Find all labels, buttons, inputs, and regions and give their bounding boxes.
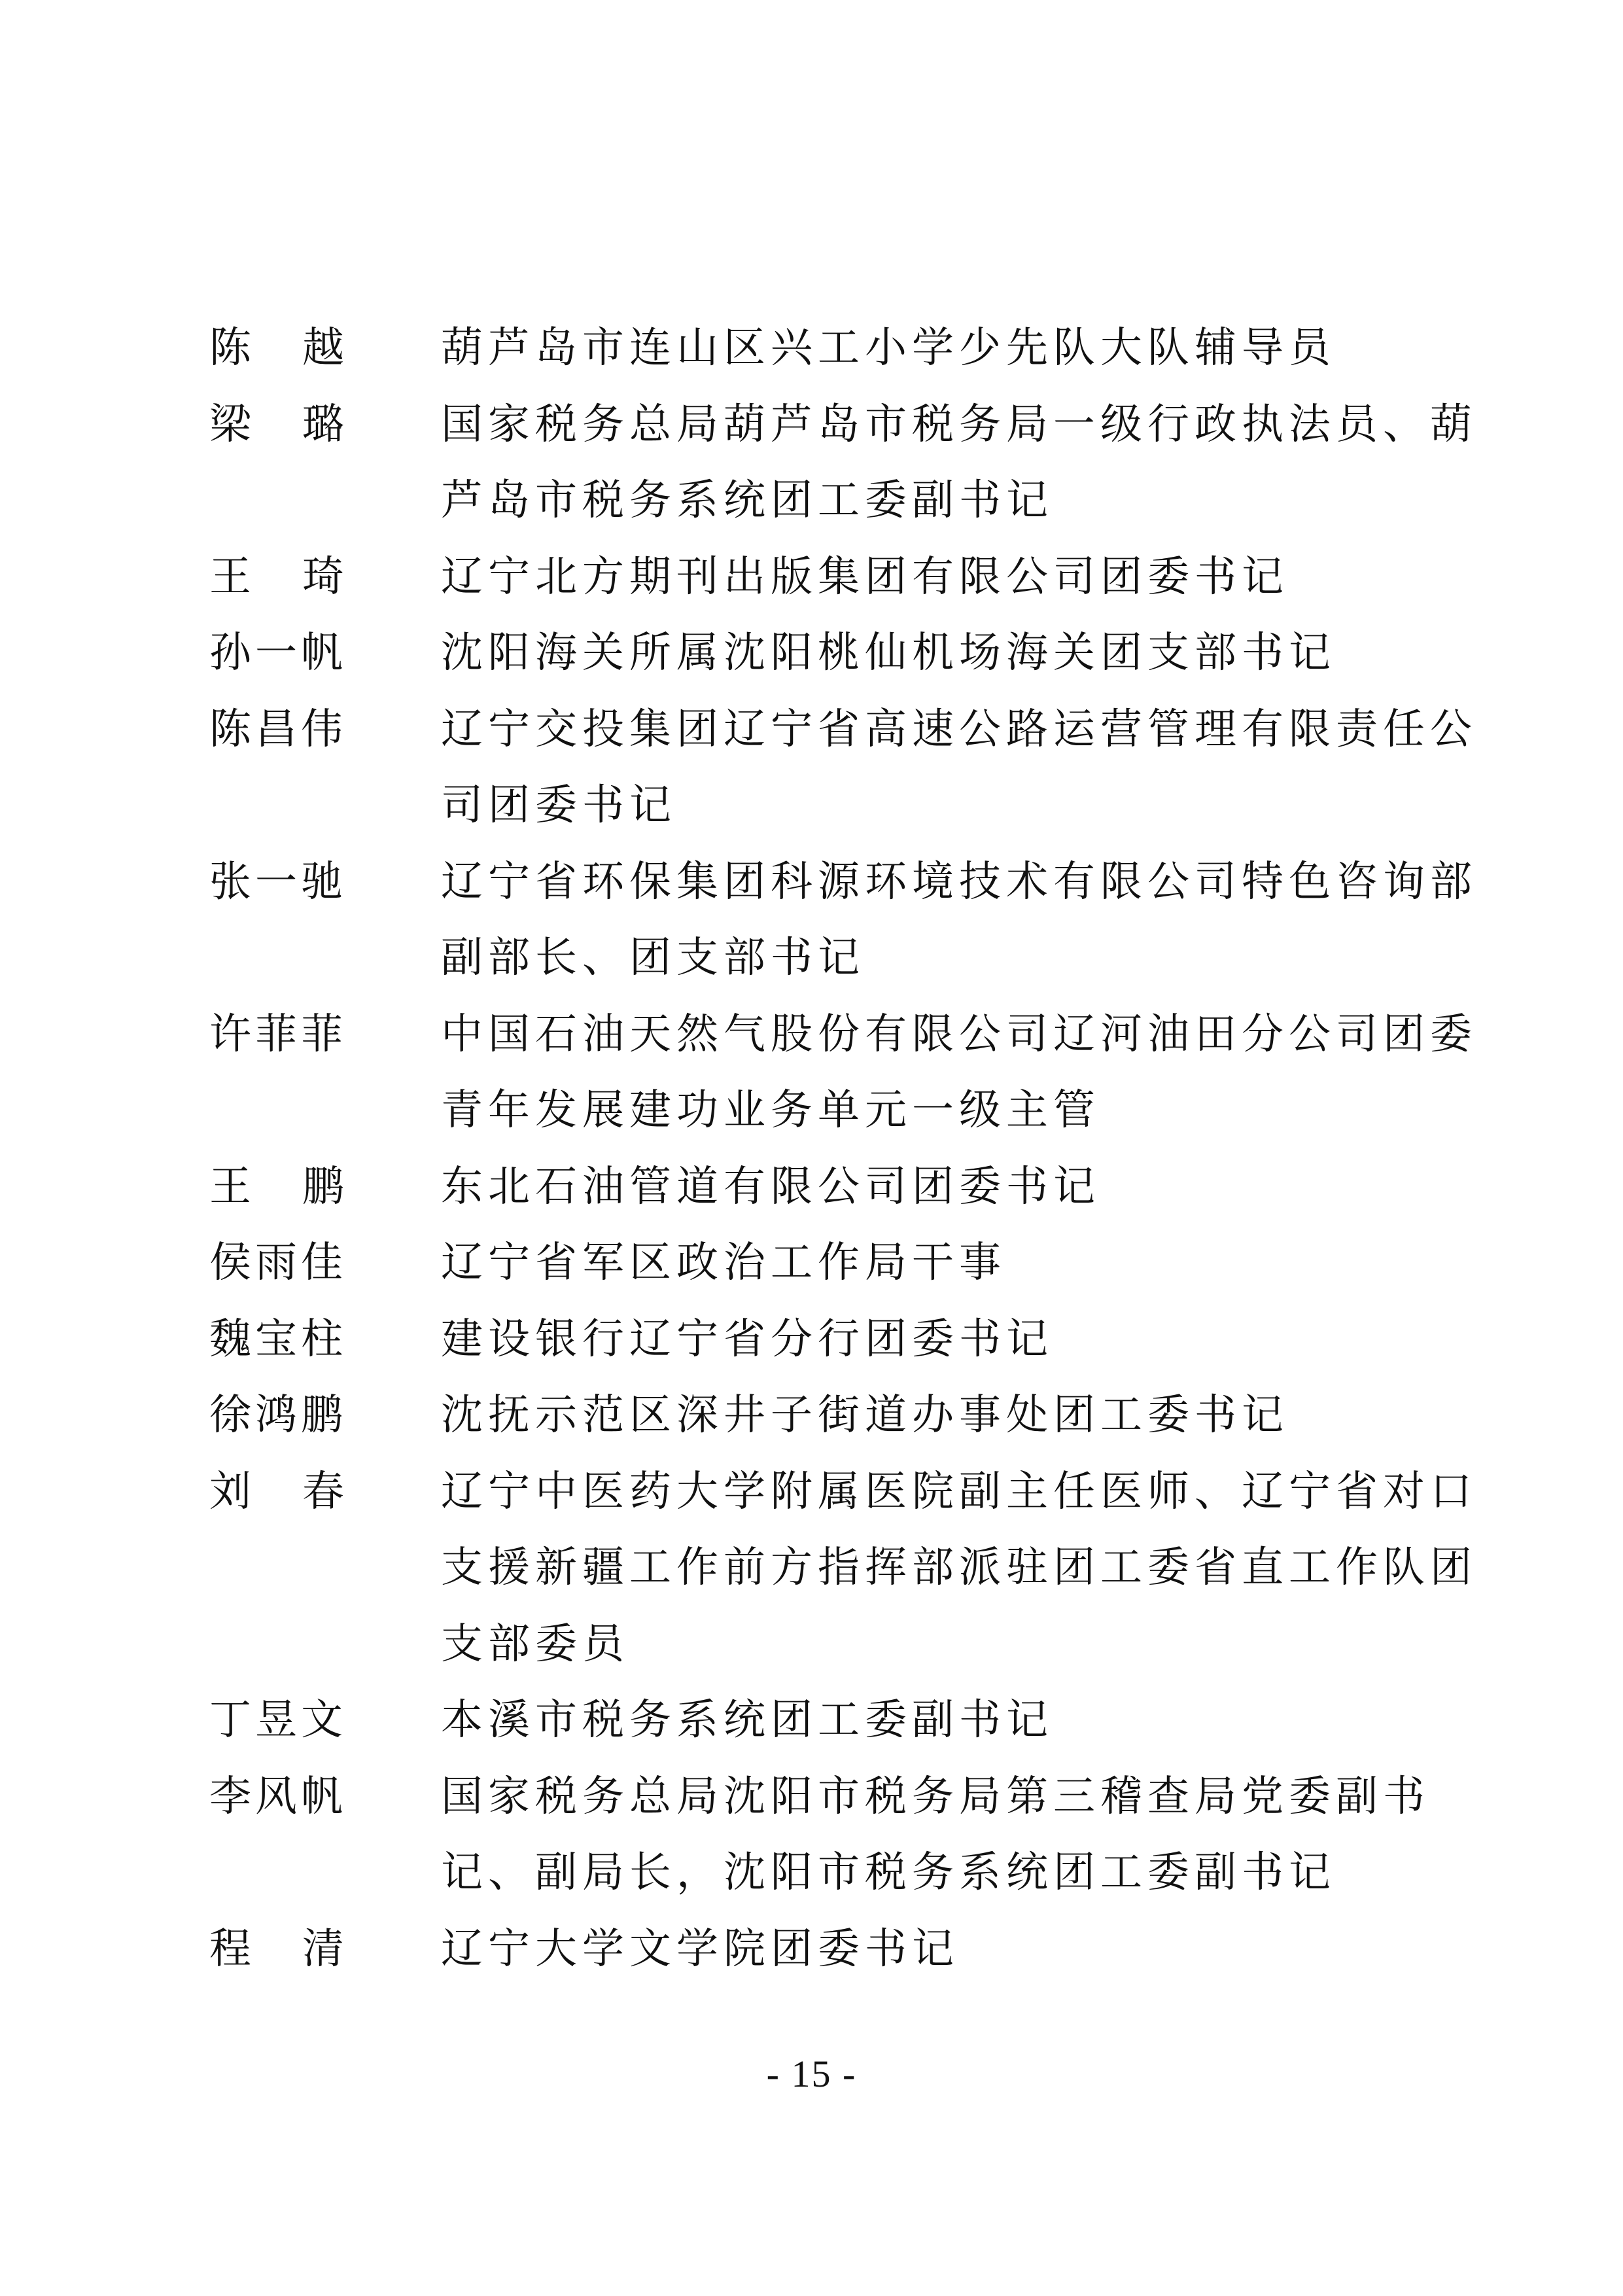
position-description <box>441 1301 1403 1378</box>
list-item <box>209 1377 1452 1454</box>
position-line: 葫芦岛市连山区兴工小学少先队大队辅导员 <box>441 324 1336 372</box>
list-item <box>209 1682 1452 1759</box>
list-item <box>209 1911 1452 1988</box>
position-line: 辽宁省环保集团科源环境技术有限公司特色咨询部 <box>441 857 1477 906</box>
person-name: 孙一帆 <box>209 629 347 677</box>
list-item <box>209 615 1452 692</box>
page-number: - 15 - <box>766 2053 857 2095</box>
position-line: 沈阳海关所属沈阳桃仙机场海关团支部书记 <box>441 629 1336 677</box>
position-line: 辽宁交投集团辽宁省高速公路运营管理有限责任公 <box>441 705 1477 754</box>
position-description <box>441 615 1403 692</box>
position-description <box>441 1149 1403 1226</box>
list-item <box>209 1149 1452 1226</box>
position-line: 芦岛市税务系统团工委副书记 <box>441 476 1053 525</box>
person-name: 张一驰 <box>209 857 347 906</box>
list-item <box>209 387 1477 539</box>
person-name: 徐鸿鹏 <box>209 1391 347 1439</box>
position-description <box>441 1454 1477 1683</box>
position-line: 本溪市税务系统团工委副书记 <box>441 1696 1053 1744</box>
person-name: 陈昌伟 <box>209 705 347 754</box>
person-name: 李风帆 <box>209 1772 347 1821</box>
person-name: 丁昱文 <box>209 1696 347 1744</box>
position-description <box>441 539 1403 616</box>
position-line: 支援新疆工作前方指挥部派驻团工委省直工作队团 <box>441 1544 1477 1592</box>
position-line: 沈抚示范区深井子街道办事处团工委书记 <box>441 1391 1289 1439</box>
list-item <box>209 539 1452 616</box>
position-line: 辽宁北方期刊出版集团有限公司团委书记 <box>441 552 1289 601</box>
list-item <box>209 844 1477 997</box>
position-line: 副部长、团支部书记 <box>441 934 865 982</box>
person-name: 程 清 <box>209 1924 344 1973</box>
list-item <box>209 1301 1452 1378</box>
person-name: 魏宝柱 <box>209 1315 347 1364</box>
name-list <box>209 310 1477 1987</box>
position-description <box>441 1911 1403 1988</box>
list-item <box>209 310 1452 387</box>
person-name: 梁 璐 <box>209 400 344 449</box>
position-line: 司团委书记 <box>441 781 676 830</box>
position-description <box>441 1682 1403 1759</box>
position-description <box>441 844 1477 997</box>
position-line: 国家税务总局沈阳市税务局第三稽查局党委副书 <box>441 1772 1430 1821</box>
person-name: 陈 越 <box>209 324 344 372</box>
position-description <box>441 692 1477 844</box>
position-description <box>441 1759 1430 1911</box>
list-item <box>209 997 1477 1149</box>
position-description <box>441 997 1477 1149</box>
position-line: 辽宁大学文学院团委书记 <box>441 1924 959 1973</box>
person-name: 刘 春 <box>209 1467 344 1516</box>
position-description <box>441 387 1477 539</box>
position-line: 东北石油管道有限公司团委书记 <box>441 1162 1100 1211</box>
position-description <box>441 310 1403 387</box>
position-line: 青年发展建功业务单元一级主管 <box>441 1086 1100 1135</box>
position-line: 辽宁中医药大学附属医院副主任医师、辽宁省对口 <box>441 1467 1477 1516</box>
list-item <box>209 1759 1452 1911</box>
position-line: 建设银行辽宁省分行团委书记 <box>441 1315 1053 1364</box>
person-name: 侯雨佳 <box>209 1239 347 1287</box>
position-line: 国家税务总局葫芦岛市税务局一级行政执法员、葫 <box>441 400 1477 449</box>
person-name: 许菲菲 <box>209 1010 347 1059</box>
position-line: 辽宁省军区政治工作局干事 <box>441 1239 1006 1287</box>
position-description <box>441 1377 1403 1454</box>
person-name: 王 鹏 <box>209 1162 344 1211</box>
list-item <box>209 692 1477 844</box>
position-line: 记、副局长，沈阳市税务系统团工委副书记 <box>441 1848 1336 1897</box>
position-line: 中国石油天然气股份有限公司辽河油田分公司团委 <box>441 1010 1477 1059</box>
position-description <box>441 1225 1403 1301</box>
list-item <box>209 1454 1477 1683</box>
list-item <box>209 1225 1452 1301</box>
position-line: 支部委员 <box>441 1619 629 1669</box>
person-name: 王 琦 <box>209 552 344 601</box>
